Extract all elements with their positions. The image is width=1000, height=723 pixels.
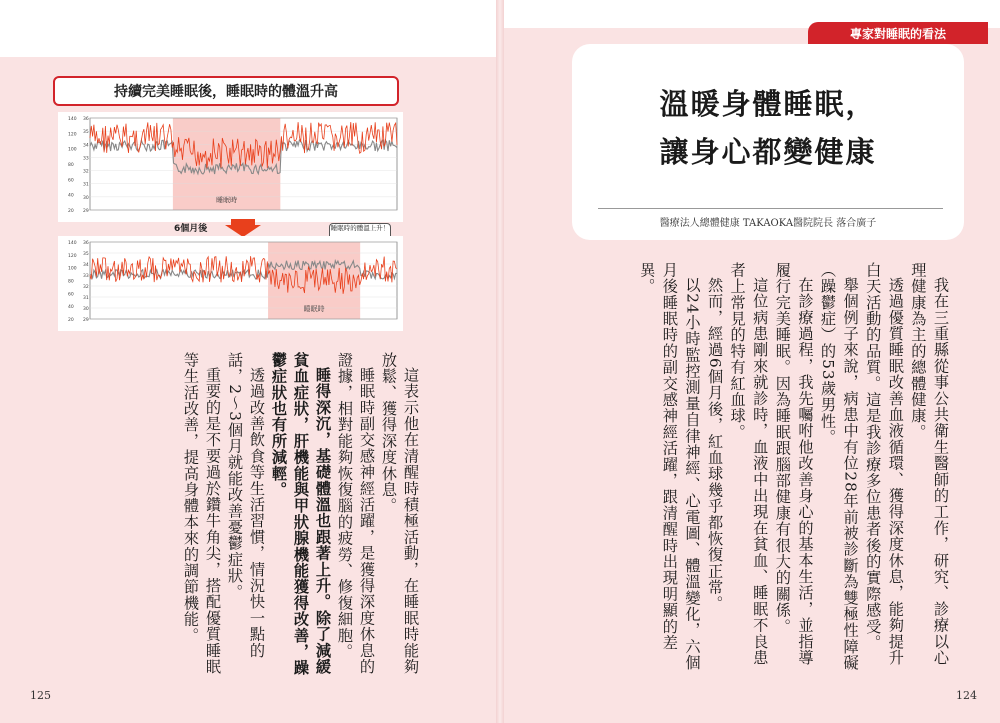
chart-title-box bbox=[53, 76, 399, 106]
chart-before-svg bbox=[58, 112, 403, 222]
chart-after-svg bbox=[58, 236, 403, 331]
hr-tick-label: 20 bbox=[68, 209, 74, 214]
temp-tick-label: 35 bbox=[83, 130, 89, 136]
right-paragraph-5: 這位病患剛來就診時，血液中出現在貧血、睡眠不良患者上常見的特有紅血球。 bbox=[728, 262, 770, 666]
hr-tick-label: 60 bbox=[68, 178, 74, 184]
section-tab bbox=[808, 22, 988, 44]
sleep-period-label: 睡眠時 bbox=[303, 305, 325, 313]
temp-tick-label: 30 bbox=[83, 195, 89, 201]
right-paragraph-6: 然而，經過6個月後，紅血球幾乎都恢復正常。 bbox=[706, 277, 725, 612]
hr-tick-label: 140 bbox=[68, 241, 77, 246]
headline-line-2: 讓身心都變健康 bbox=[659, 135, 877, 169]
right-paragraph-1: 我在三重縣從事公共衛生醫師的工作，研究、診療以心理健康為主的總體健康。 bbox=[909, 262, 950, 666]
hr-tick-label: 80 bbox=[68, 279, 74, 285]
temp-tick-label: 32 bbox=[83, 169, 89, 175]
temp-tick-label: 35 bbox=[83, 252, 89, 257]
left-page-body bbox=[140, 352, 422, 682]
temp-tick-label: 34 bbox=[83, 143, 89, 149]
right-paragraph-4: 在診療過程，我先囑咐他改善身心的基本生活，並指導履行完美睡眠。因為睡眠跟腦部健康有很大的關係。 bbox=[773, 262, 815, 666]
chart-title: 持續完美睡眠後，睡眠時的體溫升高 bbox=[114, 84, 338, 100]
left-paragraph-5: 重要的是不要過於鑽牛角尖，搭配優質睡眠等生活改善，提高身體本來的調節機能。 bbox=[182, 352, 222, 675]
temp-tick-label: 29 bbox=[83, 318, 89, 323]
left-paragraph-4: 透過改善飲食等生活習慣，情況快一點的話，2～3個月就能改善憂鬱症狀。 bbox=[226, 352, 266, 659]
author-byline: 醫療法人總體健康 TAKAOKA醫院院長 落合廣子 bbox=[659, 218, 877, 229]
sleep-period-label: 睡眠時 bbox=[216, 196, 238, 204]
hr-tick-label: 60 bbox=[68, 292, 74, 298]
temp-tick-label: 34 bbox=[83, 263, 89, 268]
hr-tick-label: 40 bbox=[68, 305, 74, 311]
right-paragraph-3: 舉個例子來說，病患中有位28年前被診斷為雙極性障礙（躁鬱症）的53歲男性。 bbox=[819, 262, 860, 672]
headline bbox=[572, 80, 964, 176]
author-divider bbox=[598, 208, 943, 209]
hr-tick-label: 140 bbox=[68, 117, 77, 122]
temp-tick-label: 33 bbox=[83, 156, 89, 162]
page-number-right: 124 bbox=[956, 689, 977, 702]
hr-tick-label: 40 bbox=[68, 193, 74, 199]
left-paragraph-3: 睡得深沉，基礎體溫也跟著上升。除了減緩貧血症狀，肝機能與甲狀腺機能獲得改善，躁鬱症狀也有所減輕。 bbox=[270, 352, 332, 676]
temp-tick-label: 36 bbox=[83, 117, 89, 122]
temp-tick-label: 30 bbox=[83, 307, 89, 312]
hr-tick-label: 120 bbox=[68, 253, 77, 259]
chart-after bbox=[58, 236, 403, 331]
hr-tick-label: 120 bbox=[68, 132, 77, 138]
temp-tick-label: 36 bbox=[83, 241, 89, 246]
after-six-months-label: 6個月後 bbox=[174, 224, 208, 234]
temp-tick-label: 31 bbox=[83, 296, 89, 301]
hr-tick-label: 20 bbox=[68, 318, 74, 323]
headline-line-1: 溫暖身體睡眠， bbox=[659, 87, 877, 121]
hr-tick-label: 100 bbox=[68, 147, 77, 153]
temp-tick-label: 31 bbox=[83, 182, 89, 188]
temp-tick-label: 33 bbox=[83, 274, 89, 279]
temp-tick-label: 32 bbox=[83, 285, 89, 290]
section-tab-label: 專家對睡眠的看法 bbox=[849, 26, 946, 41]
right-paragraph-2: 透過優質睡眠改善血液循環、獲得深度休息，能夠提升白天活動的品質。這是我診療多位患者後的實際感受。 bbox=[864, 262, 905, 666]
page-number-left: 125 bbox=[30, 689, 51, 702]
hr-tick-label: 80 bbox=[68, 163, 74, 168]
book-gutter bbox=[496, 0, 504, 723]
chart-before bbox=[58, 112, 403, 222]
right-paragraph-7: 以24小時監控測量自律神經、心電圖、體溫變化，六個月後睡眠時的副交感神經活躍，跟清醒時出現明顯的差異。 bbox=[638, 262, 702, 672]
left-paragraph-1: 這表示他在清醒時積極活動，在睡眠時能夠放鬆、獲得深度休息。 bbox=[380, 352, 420, 675]
down-arrow-icon bbox=[225, 219, 261, 237]
callout-text: 睡眠時的體溫上升！ bbox=[330, 224, 390, 232]
right-page-body bbox=[592, 262, 952, 682]
hr-tick-label: 100 bbox=[68, 266, 77, 272]
temp-tick-label: 29 bbox=[83, 209, 89, 214]
left-paragraph-2: 睡眠時副交感神經活躍，是獲得深度休息的證據，相對能夠恢復腦的疲勞、修復細胞。 bbox=[336, 352, 376, 675]
